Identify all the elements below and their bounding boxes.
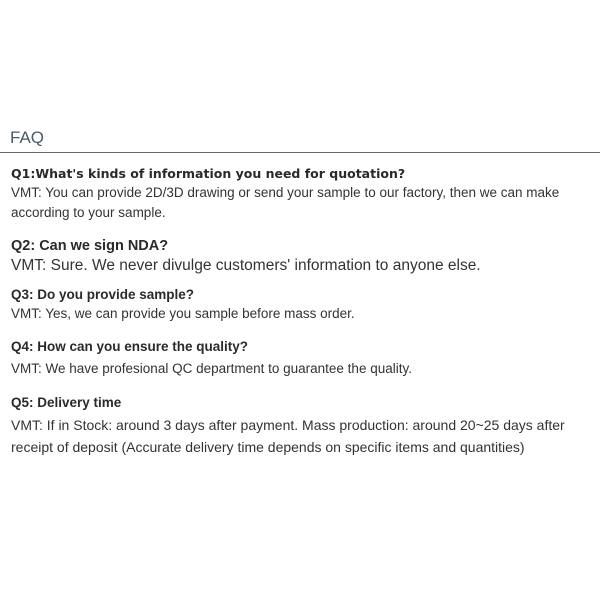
faq-section — [0, 128, 600, 458]
faq-item-q2 — [11, 237, 592, 277]
faq-answer: VMT: We have profesional QC department to guarantee the quality. — [11, 361, 412, 376]
faq-answer: VMT: You can provide 2D/3D drawing or send your sample to our factory, then we can make according to your sample. — [11, 185, 560, 220]
faq-heading: FAQ — [0, 128, 600, 153]
faq-question: Q5: Delivery time — [11, 395, 122, 410]
faq-item-q1 — [11, 165, 592, 223]
faq-answer: VMT: If in Stock: around 3 days after payment. Mass production: around 20~25 days after receipt of deposit (Accurate delivery time depends on specific items and quantities) — [11, 417, 565, 455]
faq-question: Q3: Do you provide sample? — [11, 287, 195, 302]
faq-question: Q2: Can we sign NDA? — [11, 238, 169, 254]
faq-answer: VMT: Yes, we can provide you sample before mass order. — [11, 306, 355, 321]
faq-answer: VMT: Sure. We never divulge customers' information to anyone else. — [11, 257, 481, 274]
faq-list — [0, 165, 600, 458]
faq-item-q3 — [11, 286, 592, 324]
faq-item-q5 — [11, 394, 592, 458]
faq-question: Q1:What's kinds of information you need for quotation? — [11, 166, 406, 181]
faq-item-q4 — [11, 338, 592, 380]
faq-question: Q4: How can you ensure the quality? — [11, 339, 249, 354]
